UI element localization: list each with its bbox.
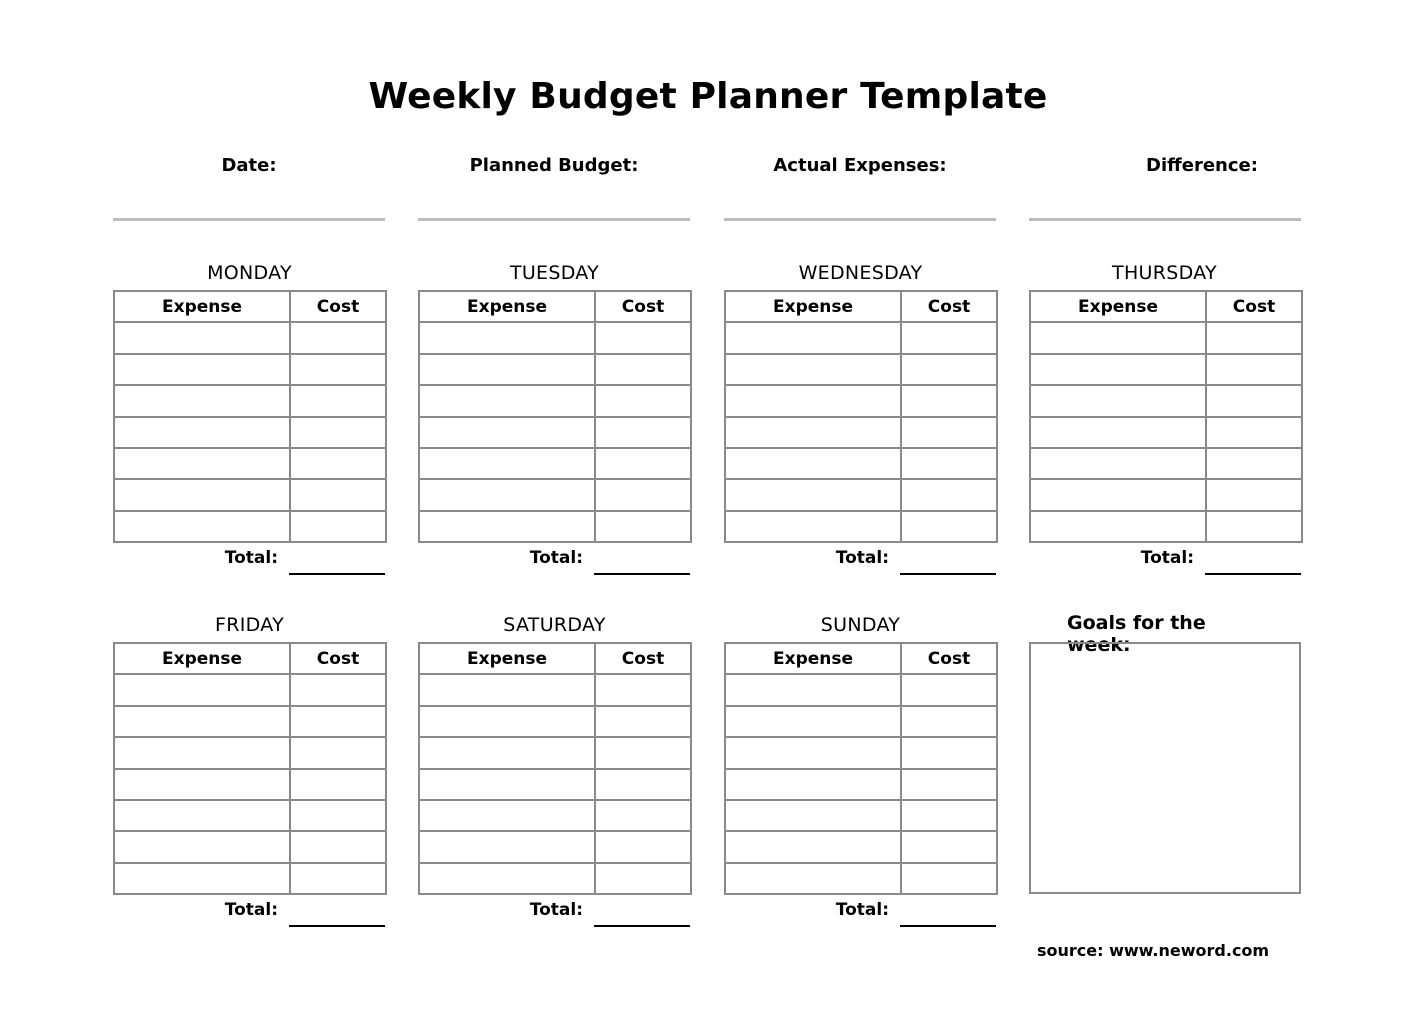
table-header-row: [419, 643, 691, 674]
table-row: [725, 706, 997, 737]
table-row: [1030, 385, 1302, 416]
cost-cell[interactable]: [595, 706, 691, 737]
expense-cell[interactable]: [1030, 354, 1206, 385]
expense-column-header: Expense: [725, 291, 901, 322]
actual-expenses-label: Actual Expenses:: [773, 155, 947, 176]
table-row: [1030, 479, 1302, 510]
total-input-line[interactable]: [289, 573, 385, 575]
expense-cell[interactable]: [114, 385, 290, 416]
expense-table: [418, 642, 692, 895]
expense-column-header: Expense: [419, 643, 595, 674]
cost-cell[interactable]: [901, 800, 997, 831]
actual-expenses-input-line[interactable]: [724, 218, 996, 221]
table-row: [725, 322, 997, 353]
table-row: [419, 385, 691, 416]
expense-table: [724, 290, 998, 543]
expense-cell[interactable]: [725, 800, 901, 831]
table-row: [419, 417, 691, 448]
cost-cell[interactable]: [901, 737, 997, 768]
table-row: [419, 737, 691, 768]
expense-cell[interactable]: [725, 417, 901, 448]
expense-cell[interactable]: [725, 706, 901, 737]
expense-cell[interactable]: [419, 354, 595, 385]
table-row: [725, 863, 997, 894]
table-row: [114, 385, 386, 416]
cost-cell[interactable]: [595, 385, 691, 416]
table-row: [419, 674, 691, 705]
expense-cell[interactable]: [725, 511, 901, 542]
expense-table: [418, 290, 692, 543]
expense-cell[interactable]: [114, 706, 290, 737]
expense-cell[interactable]: [725, 354, 901, 385]
table-row: [419, 769, 691, 800]
cost-cell[interactable]: [595, 511, 691, 542]
expense-cell[interactable]: [114, 863, 290, 894]
cost-cell[interactable]: [901, 322, 997, 353]
table-row: [114, 322, 386, 353]
cost-cell[interactable]: [901, 674, 997, 705]
expense-table: [113, 290, 387, 543]
expense-cell[interactable]: [114, 737, 290, 768]
table-row: [725, 769, 997, 800]
expense-cell[interactable]: [419, 831, 595, 862]
table-header-row: [1030, 291, 1302, 322]
cost-cell[interactable]: [1206, 385, 1302, 416]
table-row: [725, 674, 997, 705]
cost-cell[interactable]: [901, 385, 997, 416]
table-row: [419, 706, 691, 737]
cost-cell[interactable]: [290, 417, 386, 448]
total-label: Total:: [224, 900, 278, 920]
expense-column-header: Expense: [725, 643, 901, 674]
total-label: Total:: [224, 548, 278, 568]
expense-cell[interactable]: [419, 769, 595, 800]
cost-cell[interactable]: [595, 417, 691, 448]
cost-cell[interactable]: [595, 831, 691, 862]
cost-cell[interactable]: [595, 674, 691, 705]
total-input-line[interactable]: [900, 925, 996, 927]
expense-cell[interactable]: [725, 448, 901, 479]
table-row: [419, 863, 691, 894]
table-row: [725, 479, 997, 510]
table-row: [725, 417, 997, 448]
expense-cell[interactable]: [725, 769, 901, 800]
difference-label: Difference:: [1146, 155, 1258, 176]
cost-cell[interactable]: [595, 354, 691, 385]
expense-cell[interactable]: [725, 322, 901, 353]
expense-column-header: Expense: [419, 291, 595, 322]
expense-cell[interactable]: [114, 769, 290, 800]
cost-cell[interactable]: [290, 863, 386, 894]
expense-cell[interactable]: [725, 831, 901, 862]
cost-column-header: Cost: [901, 291, 997, 322]
table-row: [1030, 511, 1302, 542]
table-row: [114, 800, 386, 831]
cost-cell[interactable]: [290, 511, 386, 542]
expense-cell[interactable]: [114, 417, 290, 448]
cost-cell[interactable]: [901, 769, 997, 800]
cost-cell[interactable]: [290, 674, 386, 705]
total-label: Total:: [835, 548, 889, 568]
difference-input-line[interactable]: [1029, 218, 1301, 221]
goals-title: Goals for the week:: [1067, 612, 1206, 656]
expense-cell[interactable]: [1030, 385, 1206, 416]
cost-cell[interactable]: [290, 385, 386, 416]
table-row: [419, 831, 691, 862]
cost-cell[interactable]: [1206, 479, 1302, 510]
date-field[interactable]: [113, 155, 385, 225]
page-title: Weekly Budget Planner Template: [368, 76, 1048, 117]
cost-cell[interactable]: [901, 448, 997, 479]
actual-expenses-field[interactable]: [724, 155, 996, 225]
expense-cell[interactable]: [114, 831, 290, 862]
table-row: [419, 448, 691, 479]
table-row: [1030, 322, 1302, 353]
total-input-line[interactable]: [900, 573, 996, 575]
table-row: [114, 479, 386, 510]
table-row: [114, 769, 386, 800]
day-name: MONDAY: [207, 262, 292, 284]
expense-cell[interactable]: [1030, 417, 1206, 448]
table-row: [725, 511, 997, 542]
expense-table: [724, 642, 998, 895]
table-row: [419, 511, 691, 542]
expense-cell[interactable]: [419, 706, 595, 737]
date-label: Date:: [221, 155, 277, 176]
table-row: [419, 354, 691, 385]
cost-cell[interactable]: [901, 863, 997, 894]
cost-cell[interactable]: [595, 800, 691, 831]
cost-cell[interactable]: [1206, 511, 1302, 542]
cost-cell[interactable]: [901, 706, 997, 737]
planned-budget-field[interactable]: [418, 155, 690, 225]
table-row: [1030, 448, 1302, 479]
cost-cell[interactable]: [901, 479, 997, 510]
cost-cell[interactable]: [1206, 448, 1302, 479]
cost-cell[interactable]: [595, 479, 691, 510]
expense-cell[interactable]: [1030, 448, 1206, 479]
day-name: SUNDAY: [820, 614, 901, 636]
difference-field[interactable]: [1029, 155, 1301, 225]
cost-column-header: Cost: [901, 643, 997, 674]
table-header-row: [419, 291, 691, 322]
cost-cell[interactable]: [901, 831, 997, 862]
cost-cell[interactable]: [290, 448, 386, 479]
expense-cell[interactable]: [114, 354, 290, 385]
cost-cell[interactable]: [595, 737, 691, 768]
expense-cell[interactable]: [725, 674, 901, 705]
cost-cell[interactable]: [1206, 354, 1302, 385]
expense-cell[interactable]: [725, 863, 901, 894]
table-row: [114, 706, 386, 737]
expense-cell[interactable]: [114, 511, 290, 542]
table-row: [114, 511, 386, 542]
source-credit: source: www.neword.com: [1037, 941, 1270, 960]
total-input-line[interactable]: [594, 925, 690, 927]
table-row: [725, 737, 997, 768]
day-name: THURSDAY: [1112, 262, 1217, 284]
expense-cell[interactable]: [419, 511, 595, 542]
expense-column-header: Expense: [114, 291, 290, 322]
day-name: TUESDAY: [509, 262, 600, 284]
expense-cell[interactable]: [419, 448, 595, 479]
expense-cell[interactable]: [419, 417, 595, 448]
cost-cell[interactable]: [1206, 417, 1302, 448]
table-row: [1030, 354, 1302, 385]
expense-column-header: Expense: [1030, 291, 1206, 322]
cost-cell[interactable]: [290, 831, 386, 862]
day-name: WEDNESDAY: [798, 262, 923, 284]
expense-column-header: Expense: [114, 643, 290, 674]
expense-table: [113, 642, 387, 895]
expense-cell[interactable]: [419, 863, 595, 894]
expense-cell[interactable]: [419, 737, 595, 768]
total-label: Total:: [529, 900, 583, 920]
table-header-row: [725, 291, 997, 322]
table-row: [419, 322, 691, 353]
table-row: [114, 831, 386, 862]
expense-cell[interactable]: [114, 322, 290, 353]
cost-cell[interactable]: [290, 800, 386, 831]
total-input-line[interactable]: [289, 925, 385, 927]
cost-cell[interactable]: [290, 322, 386, 353]
expense-cell[interactable]: [1030, 511, 1206, 542]
expense-cell[interactable]: [419, 385, 595, 416]
table-row: [114, 448, 386, 479]
total-label: Total:: [529, 548, 583, 568]
table-header-row: [725, 643, 997, 674]
table-row: [419, 479, 691, 510]
expense-cell[interactable]: [725, 737, 901, 768]
planned-budget-input-line[interactable]: [418, 218, 690, 221]
table-row: [114, 737, 386, 768]
expense-cell[interactable]: [419, 322, 595, 353]
cost-cell[interactable]: [1206, 322, 1302, 353]
cost-column-header: Cost: [290, 291, 386, 322]
cost-cell[interactable]: [290, 354, 386, 385]
table-row: [114, 863, 386, 894]
expense-cell[interactable]: [1030, 479, 1206, 510]
expense-cell[interactable]: [114, 448, 290, 479]
cost-column-header: Cost: [595, 291, 691, 322]
expense-cell[interactable]: [419, 674, 595, 705]
cost-column-header: Cost: [595, 643, 691, 674]
table-header-row: [114, 643, 386, 674]
table-row: [725, 354, 997, 385]
expense-cell[interactable]: [1030, 322, 1206, 353]
total-label: Total:: [1140, 548, 1194, 568]
expense-cell[interactable]: [725, 385, 901, 416]
cost-column-header: Cost: [1206, 291, 1302, 322]
cost-cell[interactable]: [901, 354, 997, 385]
cost-cell[interactable]: [290, 479, 386, 510]
cost-cell[interactable]: [901, 417, 997, 448]
expense-table: [1029, 290, 1303, 543]
table-row: [114, 354, 386, 385]
table-row: [419, 800, 691, 831]
cost-cell[interactable]: [595, 322, 691, 353]
cost-cell[interactable]: [290, 706, 386, 737]
table-row: [114, 674, 386, 705]
cost-cell[interactable]: [595, 769, 691, 800]
day-name: FRIDAY: [215, 614, 284, 636]
date-input-line[interactable]: [113, 218, 385, 221]
table-row: [725, 831, 997, 862]
planned-budget-label: Planned Budget:: [469, 155, 639, 176]
expense-cell[interactable]: [114, 479, 290, 510]
expense-cell[interactable]: [114, 800, 290, 831]
table-header-row: [114, 291, 386, 322]
table-row: [1030, 417, 1302, 448]
cost-cell[interactable]: [595, 448, 691, 479]
expense-cell[interactable]: [419, 479, 595, 510]
expense-cell[interactable]: [419, 800, 595, 831]
cost-column-header: Cost: [290, 643, 386, 674]
total-input-line[interactable]: [594, 573, 690, 575]
table-row: [725, 800, 997, 831]
cost-cell[interactable]: [290, 737, 386, 768]
table-row: [725, 385, 997, 416]
cost-cell[interactable]: [595, 863, 691, 894]
table-row: [725, 448, 997, 479]
cost-cell[interactable]: [901, 511, 997, 542]
cost-cell[interactable]: [290, 769, 386, 800]
expense-cell[interactable]: [114, 674, 290, 705]
expense-cell[interactable]: [725, 479, 901, 510]
table-row: [114, 417, 386, 448]
total-label: Total:: [835, 900, 889, 920]
day-name: SATURDAY: [503, 614, 606, 636]
goals-box[interactable]: [1029, 642, 1301, 894]
total-input-line[interactable]: [1205, 573, 1301, 575]
